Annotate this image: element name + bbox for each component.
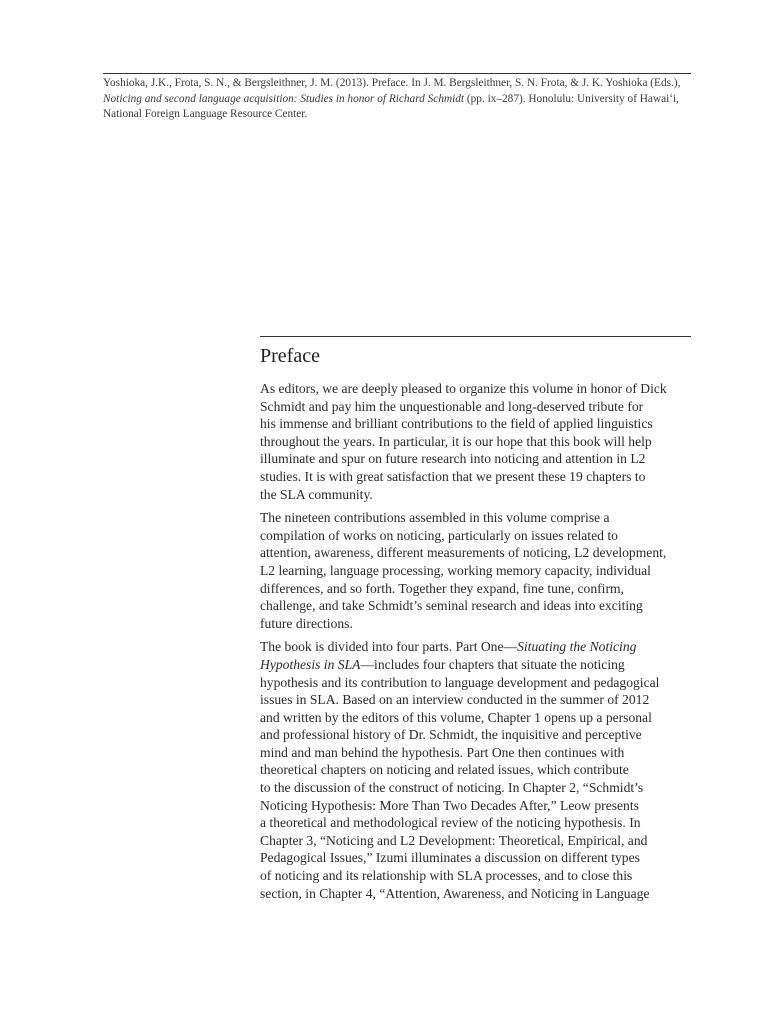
text-line <box>260 638 692 656</box>
text-line: L2 learning, language processing, working memory capacity, individual <box>260 562 651 578</box>
citation-text: National Foreign Language Resource Center. <box>103 108 308 120</box>
text-line: The nineteen contributions assembled in this volume comprise a <box>260 510 610 526</box>
citation-line <box>103 107 703 123</box>
text-line: a theoretical and methodological review of the noticing hypothesis. In <box>260 815 641 831</box>
text-line: illuminate and spur on future research into noticing and attention in L2 <box>260 451 646 467</box>
paragraph-2 <box>260 509 692 632</box>
text-line: his immense and brilliant contributions to the field of applied linguistics <box>260 416 653 432</box>
text-run: The book is divided into four parts. Part One— <box>260 639 518 655</box>
text-line: to the discussion of the construct of noticing. In Chapter 2, “Schmidt’s <box>260 780 644 796</box>
page-title: Preface <box>260 345 320 367</box>
paragraph-1 <box>260 380 692 503</box>
text-line: attention, awareness, different measurements of noticing, L2 development, <box>260 545 667 561</box>
text-line: Chapter 3, “Noticing and L2 Development: Theoretical, Empirical, and <box>260 832 648 848</box>
citation-text: (pp. ix–287). Honolulu: University of Hawai‘i, <box>464 92 679 105</box>
text-line: future directions. <box>260 615 353 631</box>
text-line: issues in SLA. Based on an interview conducted in the summer of 2012 <box>260 692 650 708</box>
text-line: Noticing Hypothesis: More Than Two Decades After,” Leow presents <box>260 797 639 813</box>
text-line: the SLA community. <box>260 486 373 502</box>
citation-line <box>103 92 703 108</box>
citation-line <box>103 76 703 92</box>
citation-book-title: Noticing and second language acquisition: Studies in honor of Richard Schmidt <box>103 92 465 105</box>
part-title-italic: Situating the Noticing <box>517 639 637 655</box>
text-line: throughout the years. In particular, it is our hope that this book will help <box>260 433 652 449</box>
text-line: and professional history of Dr. Schmidt, the inquisitive and perceptive <box>260 727 642 743</box>
text-line: and written by the editors of this volume, Chapter 1 opens up a personal <box>260 709 652 725</box>
text-line: differences, and so forth. Together they expand, fine tune, confirm, <box>260 580 624 596</box>
text-run: —includes four chapters that situate the noticing <box>360 656 625 672</box>
text-line <box>260 656 692 674</box>
text-line: compilation of works on noticing, particularly on issues related to <box>260 527 618 543</box>
text-line: hypothesis and its contribution to language development and pedagogical <box>260 674 660 690</box>
part-title-italic: Hypothesis in SLA <box>260 656 361 672</box>
text-line: section, in Chapter 4, “Attention, Awareness, and Noticing in Language <box>260 885 650 901</box>
preface-top-rule <box>260 336 691 337</box>
text-line: Schmidt and pay him the unquestionable and long-deserved tribute for <box>260 398 644 414</box>
text-line: As editors, we are deeply pleased to organize this volume in honor of Dick <box>260 381 667 396</box>
citation-block <box>103 76 703 123</box>
paragraph-3 <box>260 638 692 902</box>
text-line: studies. It is with great satisfaction that we present these 19 chapters to <box>260 468 646 484</box>
text-line: mind and man behind the hypothesis. Part One then continues with <box>260 744 625 760</box>
text-line: challenge, and take Schmidt’s seminal research and ideas into exciting <box>260 598 643 614</box>
citation-text: Yoshioka, J.K., Frota, S. N., & Bergsleithner, J. M. (2013). Preface. In J. M. Bergsleithner, S. N. Frota, & J. K. Yoshioka (Eds.), <box>103 77 681 89</box>
text-line: of noticing and its relationship with SLA processes, and to close this <box>260 868 633 884</box>
text-line: theoretical chapters on noticing and related issues, which contribute <box>260 762 629 778</box>
preface-body <box>260 380 692 908</box>
text-line: Pedagogical Issues,” Izumi illuminates a discussion on different types <box>260 850 640 866</box>
citation-top-rule <box>103 73 691 74</box>
